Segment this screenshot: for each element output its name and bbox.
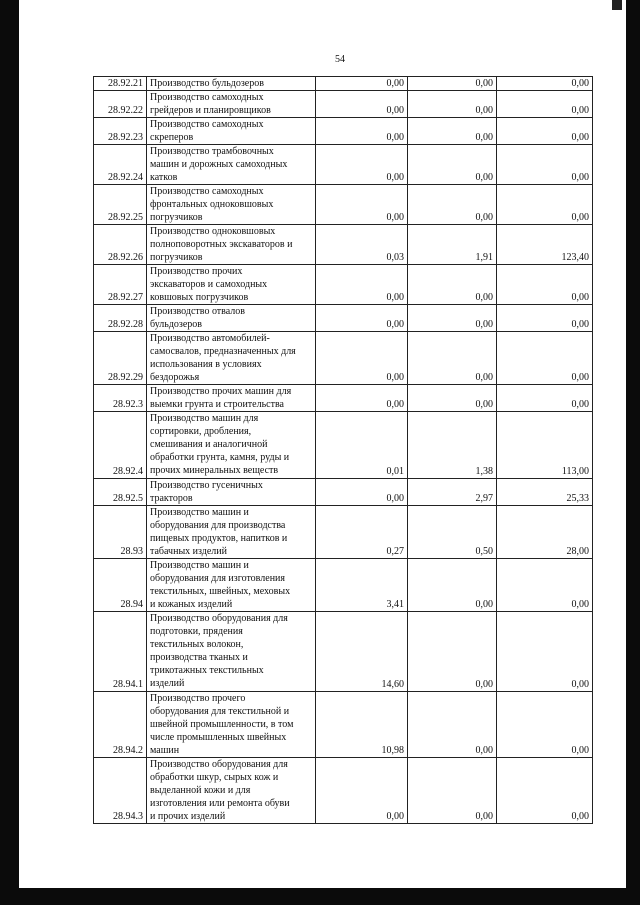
row-code: 28.94.3 — [94, 758, 147, 824]
row-value-3: 0,00 — [497, 145, 593, 185]
row-value-1: 0,00 — [316, 77, 408, 91]
row-value-2: 0,00 — [408, 385, 497, 412]
table-row — [94, 612, 593, 692]
table-row — [94, 332, 593, 385]
table-row — [94, 91, 593, 118]
row-value-3: 0,00 — [497, 265, 593, 305]
row-code: 28.92.28 — [94, 305, 147, 332]
row-name: Производство прочих машин для выемки грунта и строительства — [147, 385, 316, 412]
row-code: 28.94 — [94, 559, 147, 612]
row-value-2: 2,97 — [408, 479, 497, 506]
row-value-3: 0,00 — [497, 559, 593, 612]
page-number: 54 — [335, 54, 345, 65]
row-value-3: 28,00 — [497, 506, 593, 559]
table-row — [94, 118, 593, 145]
table-row — [94, 506, 593, 559]
row-value-2: 0,00 — [408, 692, 497, 758]
row-value-2: 0,50 — [408, 506, 497, 559]
row-value-1: 0,00 — [316, 332, 408, 385]
row-value-2: 0,00 — [408, 185, 497, 225]
row-code: 28.94.2 — [94, 692, 147, 758]
scan-edge-left — [0, 0, 19, 905]
row-value-1: 0,01 — [316, 412, 408, 479]
table-row — [94, 559, 593, 612]
row-value-3: 0,00 — [497, 118, 593, 145]
row-name: Производство прочих экскаваторов и самоходных ковшовых погрузчиков — [147, 265, 316, 305]
table-row — [94, 185, 593, 225]
row-value-3: 0,00 — [497, 758, 593, 824]
data-table — [93, 76, 593, 824]
scan-edge-bottom — [0, 888, 640, 905]
row-code: 28.92.24 — [94, 145, 147, 185]
row-value-1: 0,00 — [316, 758, 408, 824]
row-value-2: 0,00 — [408, 145, 497, 185]
row-value-3: 123,40 — [497, 225, 593, 265]
row-name: Производство самоходных фронтальных одноковшовых погрузчиков — [147, 185, 316, 225]
row-value-2: 0,00 — [408, 332, 497, 385]
row-value-2: 0,00 — [408, 305, 497, 332]
row-value-2: 0,00 — [408, 118, 497, 145]
table-row — [94, 692, 593, 758]
row-value-1: 10,98 — [316, 692, 408, 758]
table-body — [94, 77, 593, 824]
row-value-3: 0,00 — [497, 692, 593, 758]
row-name: Производство оборудования для подготовки, прядения текстильных волокон, производства тканых и трикотажных текстильных изделий — [147, 612, 316, 692]
table-row — [94, 145, 593, 185]
table-row — [94, 479, 593, 506]
table-row — [94, 305, 593, 332]
row-code: 28.92.5 — [94, 479, 147, 506]
row-value-1: 0,00 — [316, 91, 408, 118]
row-name: Производство трамбовочных машин и дорожных самоходных катков — [147, 145, 316, 185]
scan-artifact — [612, 0, 622, 10]
row-name: Производство машин для сортировки, дробления, смешивания и аналогичной обработки грунта, камня, руды и прочих минеральных веществ — [147, 412, 316, 479]
row-name: Производство оборудования для обработки шкур, сырых кож и выделанной кожи и для изготовления или ремонта обуви и прочих изделий — [147, 758, 316, 824]
row-value-2: 0,00 — [408, 91, 497, 118]
row-value-2: 0,00 — [408, 265, 497, 305]
row-value-1: 0,00 — [316, 479, 408, 506]
row-code: 28.92.29 — [94, 332, 147, 385]
row-code: 28.92.25 — [94, 185, 147, 225]
row-name: Производство самоходных скреперов — [147, 118, 316, 145]
row-value-3: 0,00 — [497, 185, 593, 225]
row-value-2: 0,00 — [408, 559, 497, 612]
row-code: 28.92.23 — [94, 118, 147, 145]
row-value-2: 1,91 — [408, 225, 497, 265]
row-value-1: 0,00 — [316, 385, 408, 412]
table-row — [94, 77, 593, 91]
row-value-2: 1,38 — [408, 412, 497, 479]
row-value-3: 25,33 — [497, 479, 593, 506]
row-code: 28.92.3 — [94, 385, 147, 412]
row-code: 28.92.22 — [94, 91, 147, 118]
row-value-2: 0,00 — [408, 758, 497, 824]
table-row — [94, 265, 593, 305]
row-name: Производство прочего оборудования для текстильной и швейной промышленности, в том числе промышленных швейных машин — [147, 692, 316, 758]
row-name: Производство автомобилей- самосвалов, предназначенных для использования в условиях бездорожья — [147, 332, 316, 385]
row-value-1: 0,00 — [316, 305, 408, 332]
row-code: 28.92.27 — [94, 265, 147, 305]
row-code: 28.92.26 — [94, 225, 147, 265]
row-value-1: 0,00 — [316, 185, 408, 225]
row-value-1: 0,27 — [316, 506, 408, 559]
row-code: 28.92.4 — [94, 412, 147, 479]
row-value-3: 0,00 — [497, 385, 593, 412]
row-name: Производство отвалов бульдозеров — [147, 305, 316, 332]
row-code: 28.94.1 — [94, 612, 147, 692]
row-name: Производство машин и оборудования для производства пищевых продуктов, напитков и табачных изделий — [147, 506, 316, 559]
row-value-1: 0,00 — [316, 145, 408, 185]
row-value-1: 0,03 — [316, 225, 408, 265]
row-value-3: 0,00 — [497, 77, 593, 91]
table-row — [94, 225, 593, 265]
table-row — [94, 412, 593, 479]
row-value-1: 0,00 — [316, 118, 408, 145]
row-name: Производство машин и оборудования для изготовления текстильных, швейных, меховых и кожаных изделий — [147, 559, 316, 612]
row-name: Производство гусеничных тракторов — [147, 479, 316, 506]
table-row — [94, 758, 593, 824]
row-name: Производство бульдозеров — [147, 77, 316, 91]
row-name: Производство самоходных грейдеров и планировщиков — [147, 91, 316, 118]
row-value-2: 0,00 — [408, 612, 497, 692]
row-value-1: 0,00 — [316, 265, 408, 305]
row-code: 28.93 — [94, 506, 147, 559]
row-value-1: 3,41 — [316, 559, 408, 612]
scan-edge-right — [626, 0, 640, 905]
table-row — [94, 385, 593, 412]
row-value-2: 0,00 — [408, 77, 497, 91]
row-value-3: 0,00 — [497, 612, 593, 692]
row-code: 28.92.21 — [94, 77, 147, 91]
row-value-3: 0,00 — [497, 91, 593, 118]
row-value-3: 0,00 — [497, 305, 593, 332]
row-value-3: 113,00 — [497, 412, 593, 479]
row-value-1: 14,60 — [316, 612, 408, 692]
row-value-3: 0,00 — [497, 332, 593, 385]
row-name: Производство одноковшовых полноповоротных экскаваторов и погрузчиков — [147, 225, 316, 265]
